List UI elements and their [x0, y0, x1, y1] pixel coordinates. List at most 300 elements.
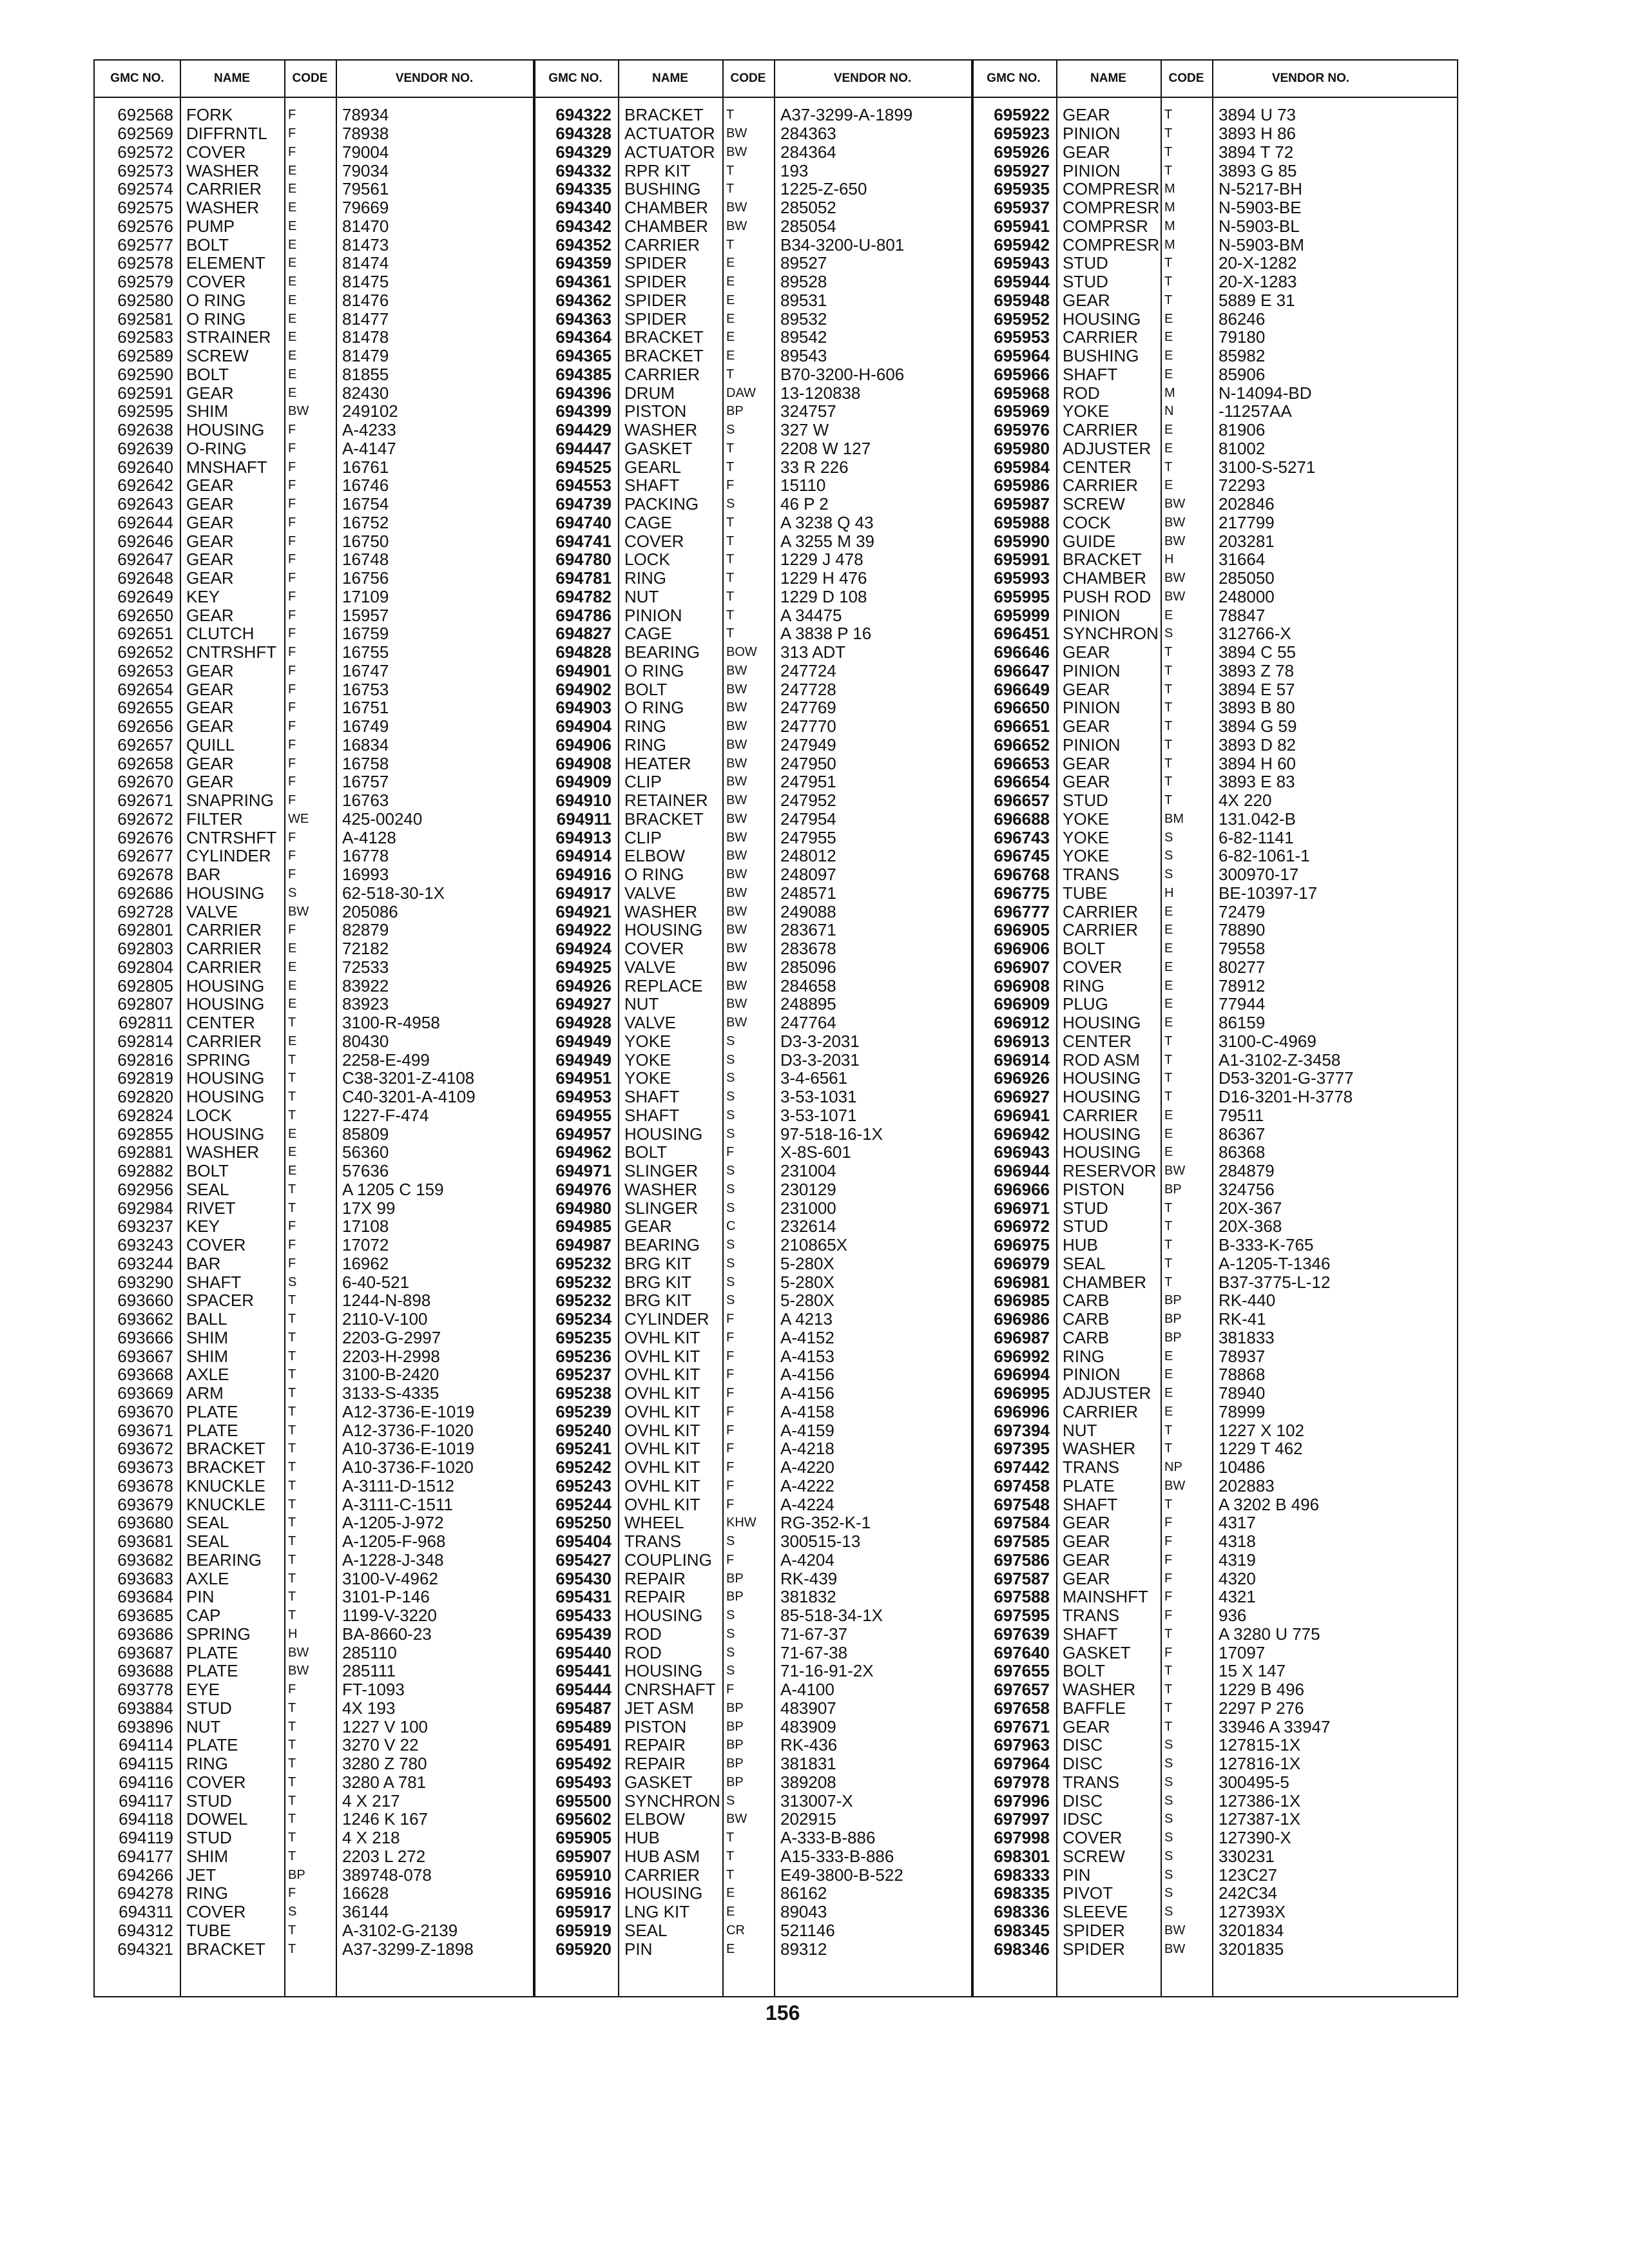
vendor-no: A-4153 [780, 1347, 834, 1365]
part-name: DISC [1063, 1754, 1103, 1773]
vendor-code: BW [288, 1664, 309, 1678]
vendor-no: 89532 [780, 309, 827, 328]
gmc-no: 692819 [117, 1068, 173, 1088]
vendor-no: 16747 [342, 661, 389, 680]
table-row [971, 1329, 1409, 1347]
part-name: STUD [1063, 791, 1108, 810]
vendor-code: S [726, 1052, 735, 1067]
gmc-no: 692643 [117, 494, 173, 514]
vendor-code: N [1164, 404, 1174, 419]
part-name: BOLT [186, 1162, 229, 1180]
part-name: LOCK [186, 1106, 232, 1124]
vendor-no: 56360 [342, 1143, 389, 1162]
part-name: ADJUSTER [1063, 1384, 1152, 1403]
table-row [533, 1884, 971, 1903]
table-row [971, 1829, 1409, 1847]
vendor-no: 3100-R-4958 [342, 1014, 440, 1032]
vendor-no: 81477 [342, 309, 389, 328]
vendor-no: C38-3201-Z-4108 [342, 1069, 475, 1088]
gmc-no: 692648 [117, 568, 173, 588]
table-row [95, 847, 533, 865]
table-row [971, 1606, 1409, 1625]
vendor-code: S [726, 1534, 735, 1549]
gmc-no: 692650 [117, 605, 173, 625]
gmc-no: 692569 [117, 124, 173, 144]
vendor-code: F [726, 1349, 735, 1363]
vendor-no: 86368 [1219, 1143, 1266, 1162]
vendor-no: RK-41 [1219, 1310, 1266, 1329]
part-name: PINION [1063, 124, 1121, 143]
part-name: OVHL KIT [624, 1402, 700, 1421]
vendor-code: T [288, 1941, 296, 1956]
gmc-no: 696966 [994, 1179, 1050, 1199]
vendor-no: 89043 [780, 1903, 827, 1921]
part-name: HOUSING [186, 1088, 265, 1106]
vendor-no: 6-82-1141 [1219, 828, 1294, 847]
table-row [533, 1162, 971, 1180]
vendor-no: 3-53-1031 [780, 1088, 857, 1106]
vendor-no: A15-333-B-886 [780, 1847, 894, 1865]
vendor-no: 89542 [780, 328, 827, 347]
vendor-code: S [726, 1608, 735, 1623]
vendor-no: 13-120838 [780, 383, 861, 402]
gmc-no: 694904 [555, 716, 612, 736]
vendor-no: 16756 [342, 569, 389, 588]
part-name: AXLE [186, 1569, 229, 1588]
vendor-no: A-3111-C-1511 [342, 1495, 453, 1514]
table-row [533, 1236, 971, 1254]
part-name: CHAMBER [624, 198, 709, 217]
gmc-no: 694976 [555, 1179, 612, 1199]
vendor-no: A-3102-G-2139 [342, 1921, 458, 1939]
table-row [971, 1106, 1409, 1125]
vendor-code: T [288, 1386, 296, 1401]
gmc-no: 694329 [555, 142, 612, 162]
table-row [533, 1254, 971, 1273]
vendor-no: A-4100 [780, 1680, 834, 1699]
part-name: SHAFT [1063, 1624, 1118, 1643]
table-row [95, 773, 533, 791]
part-name: CLIP [624, 773, 662, 791]
part-name: PISTON [624, 402, 687, 421]
gmc-no: 696942 [994, 1124, 1050, 1144]
part-name: GEAR [1063, 717, 1110, 736]
table-row [533, 1717, 971, 1736]
header-code: CODE [1168, 72, 1204, 85]
part-name: COVER [186, 142, 246, 161]
vendor-no: A1-3102-Z-3458 [1219, 1050, 1341, 1069]
vendor-no: 3893 D 82 [1219, 735, 1296, 754]
vendor-no: 4 X 218 [342, 1829, 400, 1847]
part-name: HOUSING [186, 421, 265, 439]
vendor-no: -11257AA [1219, 402, 1292, 421]
part-name: SHIM [186, 1328, 228, 1347]
vendor-no: 2110-V-100 [342, 1310, 428, 1329]
vendor-no: 210865X [780, 1236, 848, 1254]
gmc-no: 695953 [994, 327, 1050, 347]
vendor-no: 81478 [342, 328, 389, 347]
gmc-no: 694903 [555, 698, 612, 718]
vendor-code: BW [726, 756, 747, 771]
part-name: RIVET [186, 1198, 236, 1217]
table-row [533, 791, 971, 810]
table-row [533, 643, 971, 662]
table-row [533, 1495, 971, 1514]
vendor-code: T [288, 1571, 296, 1586]
gmc-no: 695993 [994, 568, 1050, 588]
table-row [533, 754, 971, 773]
vendor-no: 85-518-34-1X [780, 1606, 883, 1625]
vendor-code: E [1164, 997, 1173, 1012]
part-name: COVER [186, 1236, 246, 1254]
gmc-no: 692804 [117, 957, 173, 977]
gmc-no: 692881 [117, 1142, 173, 1162]
table-row [95, 1662, 533, 1680]
gmc-no: 694987 [555, 1235, 612, 1255]
part-name: BALL [186, 1310, 227, 1329]
part-name: RING [1063, 976, 1104, 995]
table-row [533, 365, 971, 384]
table-row [95, 1865, 533, 1884]
vendor-no: 123C27 [1219, 1865, 1278, 1884]
part-name: BRG KIT [624, 1273, 692, 1291]
vendor-no: 16761 [342, 457, 389, 476]
vendor-no: 85982 [1219, 347, 1266, 365]
table-row [533, 902, 971, 921]
vendor-code: T [726, 1849, 735, 1863]
vendor-code: S [1164, 867, 1173, 882]
gmc-no: 692583 [117, 327, 173, 347]
vendor-no: 1225-Z-650 [780, 180, 867, 198]
part-name: GASKET [1063, 1643, 1131, 1662]
vendor-code: BW [288, 904, 309, 919]
table-row [971, 514, 1409, 532]
table-row [533, 1606, 971, 1625]
vendor-no: 247769 [780, 698, 836, 717]
vendor-code: F [726, 1423, 735, 1437]
vendor-code: E [1164, 1367, 1173, 1382]
vendor-no: 521146 [780, 1921, 835, 1939]
part-name: CARRIER [1063, 1106, 1139, 1124]
gmc-no: 692816 [117, 1050, 173, 1070]
table-row [95, 698, 533, 717]
part-name: CARB [1063, 1328, 1110, 1347]
gmc-no: 698301 [994, 1846, 1050, 1866]
part-name: BRACKET [624, 328, 704, 347]
gmc-no: 695964 [994, 346, 1050, 366]
gmc-no: 692581 [117, 309, 173, 329]
vendor-code: S [1164, 1793, 1173, 1808]
gmc-no: 696745 [994, 846, 1050, 866]
vendor-no: 285096 [780, 957, 836, 976]
table-row [533, 1088, 971, 1106]
vendor-code: E [726, 330, 735, 345]
part-name: TUBE [186, 1921, 231, 1939]
gmc-no: 695491 [555, 1735, 612, 1755]
vendor-no: D3-3-2031 [780, 1032, 860, 1050]
part-name: GEAR [1063, 1569, 1110, 1588]
vendor-code: BW [288, 404, 309, 419]
part-name: HUB ASM [624, 1847, 700, 1865]
table-row [95, 1829, 533, 1847]
vendor-code: E [288, 256, 297, 271]
table-row [533, 717, 971, 736]
vendor-no: 16962 [342, 1254, 389, 1273]
vendor-code: E [1164, 1349, 1173, 1363]
vendor-no: FT-1093 [342, 1680, 405, 1699]
part-name: RESERVOR [1063, 1162, 1157, 1180]
header-vendor: VENDOR NO. [833, 72, 912, 85]
gmc-no: 693290 [117, 1272, 173, 1292]
part-name: GEAR [186, 476, 234, 495]
part-name: HUB [1063, 1236, 1098, 1254]
part-name: COMPRESR [1063, 198, 1160, 217]
part-name: RING [1063, 1347, 1104, 1365]
part-name: GEAR [1063, 1717, 1110, 1736]
part-name: CARRIER [1063, 1402, 1139, 1421]
gmc-no: 692572 [117, 142, 173, 162]
gmc-no: 695244 [555, 1494, 612, 1514]
part-name: SPIDER [624, 309, 687, 328]
vendor-code: BW [726, 144, 747, 159]
part-name: FORK [186, 106, 233, 124]
vendor-code: E [288, 237, 297, 252]
part-name: CLIP [624, 828, 662, 847]
table-row [95, 254, 533, 273]
vendor-no: 5-280X [780, 1291, 834, 1310]
vendor-code: T [1164, 1441, 1173, 1456]
vendor-no: 1227 X 102 [1219, 1421, 1305, 1439]
gmc-no: 696927 [994, 1087, 1050, 1107]
vendor-code: E [726, 1905, 735, 1919]
gmc-no: 695943 [994, 253, 1050, 273]
gmc-no: 694955 [555, 1105, 612, 1125]
table-row [971, 1403, 1409, 1421]
header-code: CODE [730, 72, 766, 85]
vendor-no: 89527 [780, 254, 827, 273]
table-row [971, 1865, 1409, 1884]
vendor-no: 247949 [780, 735, 836, 754]
gmc-no: 694525 [555, 457, 612, 477]
gmc-no: 692652 [117, 642, 173, 662]
table-row [95, 643, 533, 662]
gmc-no: 697442 [994, 1457, 1050, 1477]
part-name: CNTRSHFT [186, 643, 277, 662]
vendor-no: B-333-K-765 [1219, 1236, 1314, 1254]
part-name: PINION [1063, 161, 1121, 180]
vendor-code: T [1164, 126, 1173, 141]
vendor-code: T [1164, 1423, 1173, 1437]
vendor-no: A37-3299-Z-1898 [342, 1939, 474, 1958]
vendor-no: 81479 [342, 347, 389, 365]
table-row [533, 1458, 971, 1477]
table-row [971, 939, 1409, 958]
table-row [971, 1124, 1409, 1143]
vendor-code: T [1164, 1497, 1173, 1512]
part-name: CENTER [186, 1014, 255, 1032]
gmc-no: 695440 [555, 1642, 612, 1662]
table-row [95, 161, 533, 180]
vendor-no: 3-53-1071 [780, 1106, 857, 1124]
part-name: PLATE [1063, 1476, 1115, 1495]
part-name: REPAIR [624, 1754, 686, 1773]
vendor-no: 285050 [1219, 569, 1275, 588]
gmc-no: 694118 [119, 1809, 173, 1829]
part-name: RPR KIT [624, 161, 691, 180]
table-row [971, 273, 1409, 291]
table-row [95, 235, 533, 254]
vendor-no: N-5903-BE [1219, 198, 1302, 217]
parts-table [93, 59, 1458, 1997]
vendor-code: T [288, 1423, 296, 1437]
table-row [95, 124, 533, 143]
part-name: COMPRSR [1063, 216, 1148, 235]
vendor-code: T [726, 626, 735, 641]
table-row [533, 383, 971, 402]
vendor-no: A10-3736-F-1020 [342, 1458, 474, 1477]
table-row [533, 495, 971, 514]
part-name: YOKE [624, 1069, 671, 1088]
vendor-no: RK-439 [780, 1569, 838, 1588]
vendor-code: CR [726, 1923, 745, 1937]
gmc-no: 695427 [555, 1550, 612, 1570]
gmc-no: 695941 [994, 216, 1050, 236]
vendor-no: N-5217-BH [1219, 180, 1303, 198]
vendor-no: 381833 [1219, 1328, 1275, 1347]
vendor-code: F [726, 1552, 735, 1567]
table-row [95, 680, 533, 698]
part-name: OVHL KIT [624, 1476, 700, 1495]
vendor-no: 3893 B 80 [1219, 698, 1295, 717]
vendor-code: NP [1164, 1460, 1182, 1475]
table-row [971, 1699, 1409, 1718]
gmc-no: 694117 [119, 1791, 173, 1811]
vendor-no: A-4147 [342, 439, 396, 457]
gmc-no: 692644 [117, 512, 173, 532]
part-name: COVER [186, 1773, 246, 1791]
gmc-no: 695935 [994, 179, 1050, 199]
table-row [533, 736, 971, 754]
vendor-code: E [1164, 608, 1173, 622]
vendor-code: BW [726, 923, 747, 937]
table-row [533, 773, 971, 791]
table-row [95, 1347, 533, 1365]
vendor-no: 17097 [1219, 1643, 1266, 1662]
vendor-no: 78868 [1219, 1365, 1266, 1384]
vendor-code: F [1164, 1571, 1173, 1586]
vendor-code: F [288, 441, 296, 456]
vendor-code: E [726, 311, 735, 326]
part-name: GEAR [186, 569, 234, 588]
table-row [533, 1291, 971, 1310]
vendor-code: E [726, 274, 735, 289]
vendor-no: 89531 [780, 291, 827, 309]
vendor-code: T [1164, 1682, 1173, 1697]
table-row [533, 810, 971, 829]
vendor-code: T [726, 608, 735, 622]
vendor-code: E [1164, 367, 1173, 381]
vendor-code: T [1164, 1274, 1173, 1289]
vendor-code: BOW [726, 645, 757, 660]
vendor-code: T [288, 1441, 296, 1456]
vendor-code: E [1164, 478, 1173, 493]
vendor-code: E [288, 997, 297, 1012]
gmc-no: 695235 [555, 1327, 612, 1347]
gmc-no: 693687 [117, 1642, 173, 1662]
part-name: WASHER [1063, 1680, 1136, 1699]
part-name: STUD [1063, 254, 1108, 273]
gmc-no: 696995 [994, 1383, 1050, 1403]
part-name: DIFFRNTL [186, 124, 267, 143]
vendor-code: M [1164, 385, 1175, 400]
table-row [533, 1754, 971, 1773]
vendor-no: 16628 [342, 1884, 389, 1903]
vendor-no: N-5903-BL [1219, 216, 1300, 235]
gmc-no: 692801 [117, 920, 173, 940]
gmc-no: 692676 [117, 827, 173, 847]
vendor-no: 327 W [780, 421, 829, 439]
vendor-no: A 1205 C 159 [342, 1180, 444, 1198]
gmc-no: 698345 [994, 1920, 1050, 1940]
gmc-no: 694985 [555, 1216, 612, 1236]
table-row [533, 514, 971, 532]
table-row [533, 1625, 971, 1644]
table-row [971, 958, 1409, 977]
vendor-no: 81475 [342, 273, 389, 291]
gmc-no: 695444 [555, 1680, 612, 1700]
vendor-code: KHW [726, 1515, 757, 1530]
vendor-code: BW [726, 126, 747, 141]
part-name: OVHL KIT [624, 1384, 700, 1403]
gmc-no: 694786 [555, 605, 612, 625]
table-row [95, 532, 533, 550]
table-row [971, 495, 1409, 514]
vendor-code: F [288, 608, 296, 622]
table-row [971, 1439, 1409, 1458]
vendor-code: S [1164, 1812, 1173, 1827]
gmc-no: 694352 [555, 235, 612, 255]
vendor-no: 3280 A 781 [342, 1773, 427, 1791]
table-row [95, 1532, 533, 1551]
table-row [533, 217, 971, 236]
table-row [95, 550, 533, 569]
gmc-no: 694917 [555, 883, 612, 903]
vendor-code: BW [726, 200, 747, 215]
vendor-code: F [288, 1886, 296, 1901]
table-row [533, 347, 971, 365]
part-name: ELBOW [624, 847, 685, 865]
vendor-no: 16754 [342, 495, 389, 514]
vendor-code: BW [726, 737, 747, 752]
part-name: NUT [1063, 1421, 1097, 1439]
gmc-no: 697394 [994, 1420, 1050, 1440]
part-name: HOUSING [186, 1069, 265, 1088]
gmc-no: 697657 [994, 1680, 1050, 1700]
vendor-no: 3894 G 59 [1219, 717, 1297, 736]
vendor-code: F [288, 867, 296, 882]
table-row [971, 1754, 1409, 1773]
vendor-code: S [726, 1071, 735, 1086]
vendor-no: 17109 [342, 587, 389, 606]
vendor-code: T [288, 1071, 296, 1086]
gmc-no: 695910 [555, 1865, 612, 1885]
part-name: SHIM [186, 1347, 228, 1365]
part-name: GUIDE [1063, 532, 1116, 550]
vendor-no: A-4220 [780, 1458, 834, 1477]
gmc-no: 695990 [994, 531, 1050, 551]
part-name: GASKET [624, 1773, 693, 1791]
table-row [533, 1384, 971, 1403]
